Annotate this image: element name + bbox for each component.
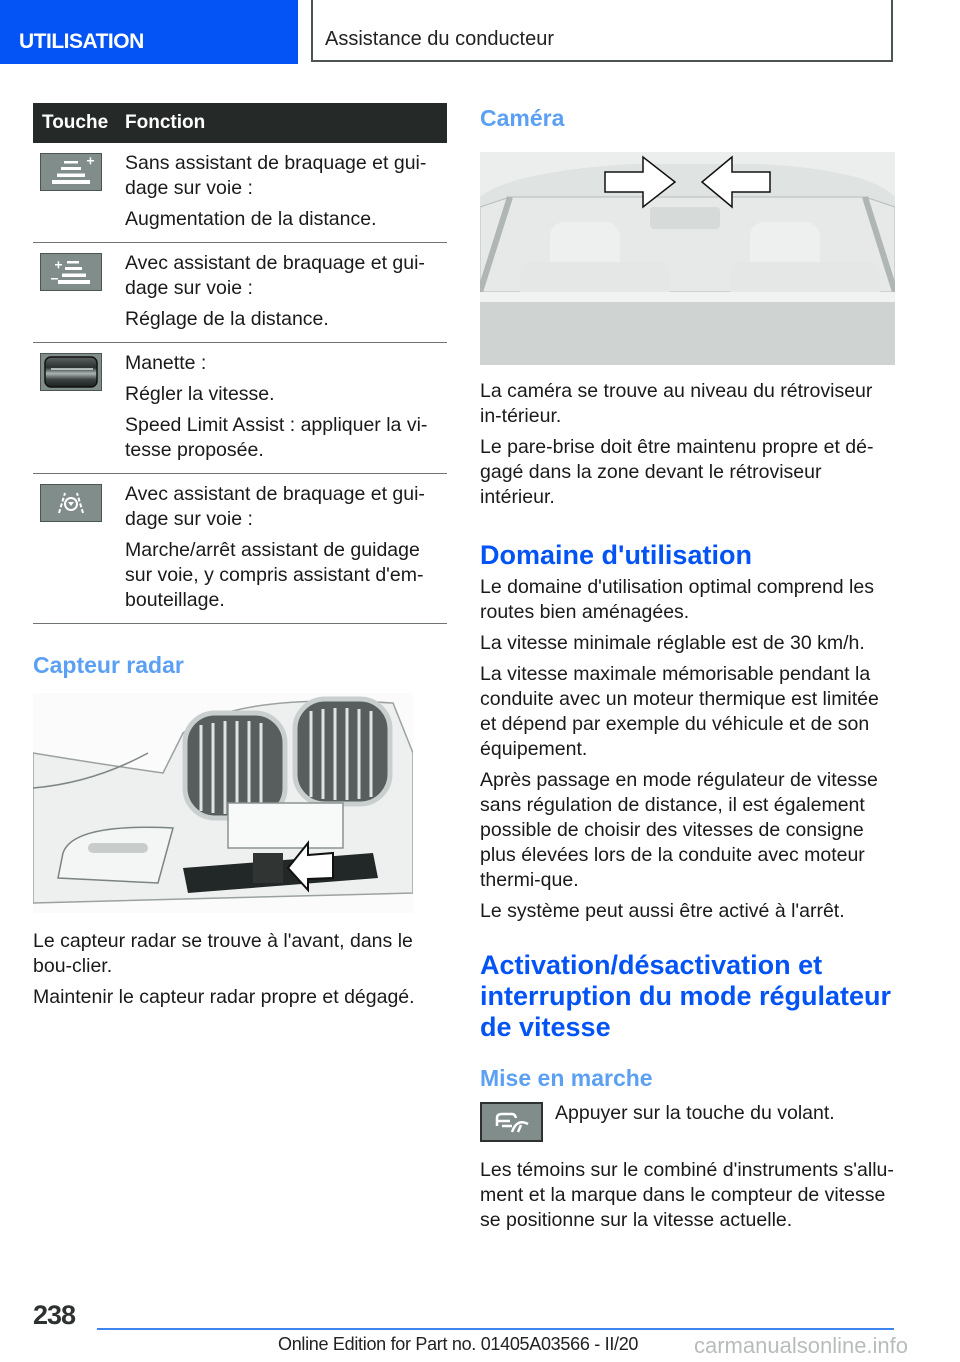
activation-paragraph: Les témoins sur le combiné d'instruments s'allu-ment et la marque dans le compteur de vitesse se positionne sur la vitesse actuelle. (480, 1159, 894, 1231)
section-header (311, 0, 893, 62)
footer-divider (97, 1328, 894, 1330)
section-title: Assistance du conducteur (325, 28, 555, 50)
domaine-heading: Domaine d'utilisation (480, 540, 752, 570)
domaine-paragraph: Après passage en mode régulateur de vitesse sans régulation de distance, il est également possible de choisir des vitesses de consigne plus élevées lors de la conduite avec moteur thermi-que. (480, 769, 878, 891)
function-text: Réglage de la distance. (125, 308, 329, 330)
chapter-tab (0, 0, 298, 64)
distance-adjust-icon (40, 253, 102, 291)
function-text: Marche/arrêt assistant de guidage sur voie, y compris assistant d'em-bouteillage. (125, 539, 424, 611)
right-column (480, 103, 896, 1239)
watermark: carmanualsonline.info (694, 1333, 909, 1358)
cruise-control-icon (480, 1102, 543, 1142)
function-text: Augmentation de la distance. (125, 208, 377, 230)
radar-heading: Capteur radar (33, 652, 184, 678)
windshield-camera-illustration (480, 152, 895, 365)
table-row (33, 474, 447, 624)
mise-en-marche-heading: Mise en marche (480, 1065, 653, 1091)
table-row (33, 143, 447, 243)
table-row (33, 243, 447, 343)
function-text: Régler la vitesse. (125, 383, 275, 405)
column-header-touche: Touche (33, 103, 125, 143)
table-row (33, 343, 447, 474)
domaine-paragraph: La vitesse maximale mémorisable pendant la conduite avec un moteur thermique est limitée et dépend par exemple du véhicule et de son équipement. (480, 663, 879, 760)
function-text: Speed Limit Assist : appliquer la vi-tesse proposée. (125, 414, 428, 461)
key-function-table (33, 103, 447, 624)
radar-paragraph: Maintenir le capteur radar propre et dégagé. (33, 986, 415, 1008)
function-text: Avec assistant de braquage et gui-dage sur voie : (125, 483, 425, 530)
function-text: Sans assistant de braquage et gui-dage sur voie : (125, 152, 427, 199)
camera-paragraph: Le pare-brise doit être maintenu propre et dé-gagé dans la zone devant le rétroviseur intérieur. (480, 436, 874, 508)
activation-heading: Activation/désactivation et interruption du mode régulateur de vitesse (480, 950, 892, 1042)
rocker-switch-icon (40, 353, 102, 391)
function-text: Avec assistant de braquage et gui-dage sur voie : (125, 252, 425, 299)
camera-paragraph: La caméra se trouve au niveau du rétroviseur in-térieur. (480, 380, 873, 427)
domaine-paragraph: Le domaine d'utilisation optimal comprend les routes bien aménagées. (480, 576, 874, 623)
domaine-paragraph: La vitesse minimale réglable est de 30 km/h. (480, 632, 865, 654)
front-bumper-radar-illustration (33, 693, 413, 913)
activation-icon-text: Appuyer sur la touche du volant. (555, 1102, 835, 1124)
domaine-paragraph: Le système peut aussi être activé à l'arrêt. (480, 900, 845, 922)
lane-guidance-icon (40, 484, 102, 522)
chapter-title: UTILISATION (19, 30, 144, 53)
column-header-fonction: Fonction (125, 103, 447, 143)
left-column (33, 103, 447, 1016)
function-text: Manette : (125, 352, 207, 374)
edition-text: Online Edition for Part no. 01405A03566 - II/20 (278, 1334, 639, 1354)
distance-increase-icon (40, 153, 102, 191)
page-number: 238 (33, 1300, 76, 1330)
radar-paragraph: Le capteur radar se trouve à l'avant, dans le bou-clier. (33, 930, 413, 977)
activation-instruction (480, 1102, 896, 1142)
camera-heading: Caméra (480, 105, 565, 131)
